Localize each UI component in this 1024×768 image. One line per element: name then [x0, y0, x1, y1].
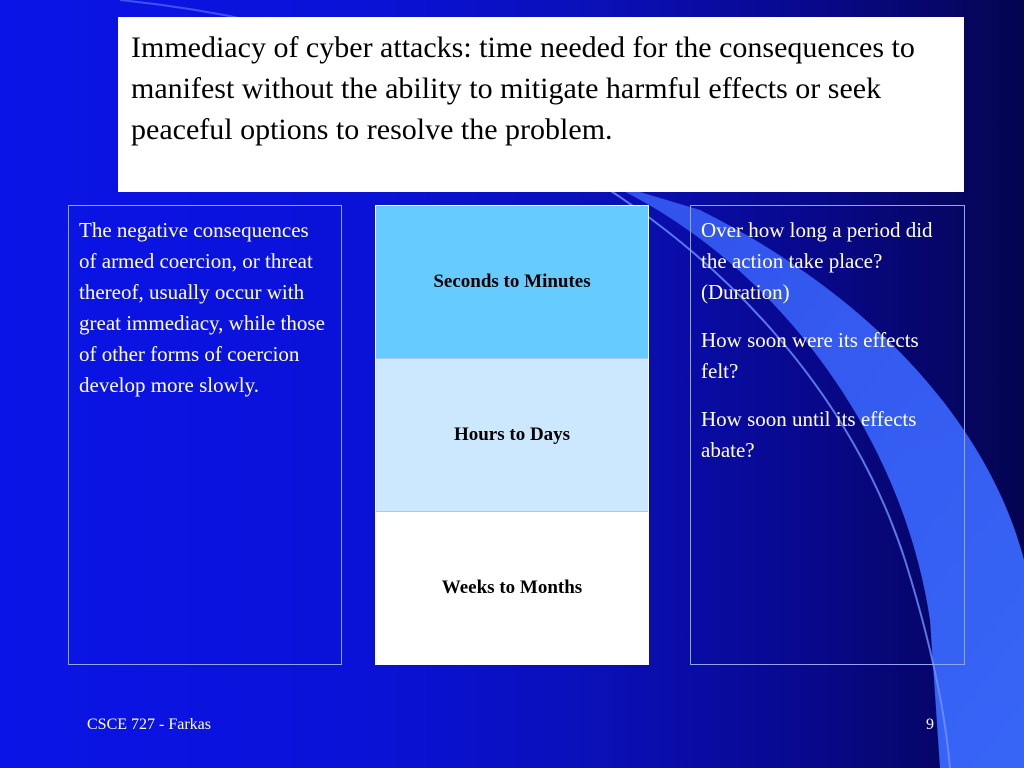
footer-page-number: 9 [926, 716, 934, 733]
timescale-label: Weeks to Months [441, 577, 583, 598]
footer-course: CSCE 727 - Farkas [87, 716, 211, 733]
timescale-band-seconds [376, 206, 648, 359]
timescale-label: Seconds to Minutes [433, 271, 591, 292]
timescale-band-weeks [376, 512, 648, 664]
question-item: How soon until its effects abate? [701, 407, 917, 462]
left-text: The negative consequences of armed coercion, or threat thereof, usually occur with great immediacy, while those of other forms of coercion develop more slowly. [79, 218, 325, 397]
timescale-label: Hours to Days [453, 424, 571, 445]
slide-title: Immediacy of cyber attacks: time needed for the consequences to manifest without the ability to mitigate harmful effects or seek peaceful options to resolve the problem. [118, 17, 964, 192]
timescale-column [375, 205, 649, 665]
question-item: How soon were its effects felt? [701, 328, 919, 383]
timescale-band-hours [376, 359, 648, 512]
left-text-box [68, 205, 342, 665]
question-item: Over how long a period did the action take place? (Duration) [701, 218, 933, 304]
questions-box [690, 205, 965, 665]
